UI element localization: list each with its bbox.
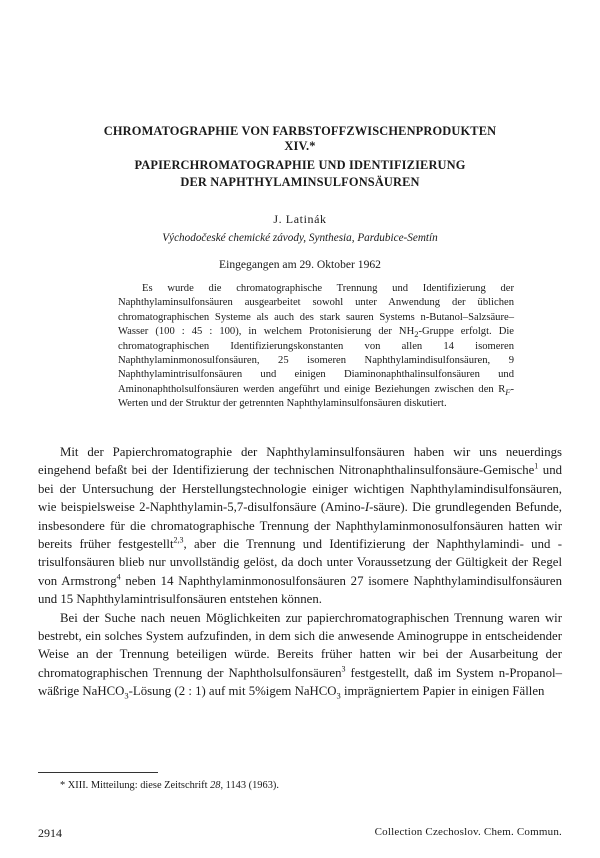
footnote-divider	[38, 772, 158, 773]
paper-title-line1: PAPIERCHROMATOGRAPHIE UND IDENTIFIZIERUNG	[134, 158, 466, 172]
reference-marker: 2,3	[173, 535, 184, 545]
journal-name: Collection Czechoslov. Chem. Commun.	[374, 826, 562, 838]
footnote: * XIII. Mitteilung: diese Zeitschrift 28, 1143 (1963).	[60, 780, 279, 791]
series-number: XIV.*	[284, 139, 316, 153]
reference-marker: 1	[534, 462, 539, 472]
paper-title-line2: DER NAPHTHYLAMINSULFONSÄUREN	[180, 175, 420, 189]
abstract-paragraph: Es wurde die chromatographische Trennung und Identifizierung der Naphthylaminsulfonsäuren ausgearbeitet sowohl unter Anwendung der üblichen chromatographischen Systeme als auch des stark sauren Systems n-Butanol–Salzsäure–Wasser (100 : 45 : 100), in welchem Protonisierung der $NH_2$-Gruppe erfolgt. Die chromatographischen Identifizierungskonstanten von allen 14 isomeren Naphthylaminmonosulfonsäuren, 25 isomeren Naphthylamindisulfonsäuren, 9 Naphthylamintrisulfonsäuren und einigen Diaminonaphthalinsulfonsäuren und Aminonaphtholsulfonsäuren werden angeführt und einige Beziehungen zwischen den $R_F$-Werten und der Struktur der getrennten Naphthylaminsulfonsäuren diskutiert.	[118, 283, 514, 410]
page-number: 2914	[38, 826, 62, 840]
received-date: Eingegangen am 29. Oktober 1962	[219, 258, 381, 271]
body-paragraph-1: Mit der Papierchromatographie der Naphthylaminsulfonsäuren haben wir uns neuerdings eingehend befaßt bei der Identifizierung der technischen Nitronaphthalinsulfonsäure-Gemische$^1$ und bei der Untersuchung der Herstellungstechnologie einiger wichtigen Naphthylamindisulfonsäuren, wie beispielsweise 2-Naphthylamin-5,7-disulfonsäure (Amino-I-säure). Die grundlegenden Befunde, insbesondere für die chromatographische Trennung der Naphthylaminmonosulfonsäuren hatten wir bereits früher festgestellt$^{2,3}$, aber die Trennung und Identifizierung der Naphthylamindi- und -trisulfonsäuren blieb nur unvollständig gelöst, da doch unter Voraussetzung der Gültigkeit der Regel von Armstrong$^4$ neben 14 Naphthylaminmonosulfonsäuren 27 isomere Naphthylamindisulfonsäuren und 15 Naphthylamintrisulfonsäuren entstehen können.	[38, 445, 562, 607]
reference-marker: 3	[341, 664, 346, 674]
reference-marker: 4	[116, 572, 121, 582]
series-title: CHROMATOGRAPHIE VON FARBSTOFFZWISCHENPRODUKTEN	[103, 124, 497, 138]
affiliation: Východočeské chemické závody, Synthesia, Pardubice-Semtín	[162, 232, 438, 244]
author: J. Latinák	[273, 212, 327, 226]
body-text	[38, 443, 562, 701]
abstract	[118, 282, 514, 412]
body-paragraph-2: Bei der Suche nach neuen Möglichkeiten zur papierchromatographischen Trennung waren wir bestrebt, ein solches System aufzufinden, in dem sich die anwesende Aminogruppe in entscheidender Weise an der Trennung beteiligen würde. Bereits früher hatten wir bei der Ausarbeitung der chromatographischen Trennung der Naphtholsulfonsäuren$^3$ festgestellt, daß im System n-Propanol–wäßrige NaHCO$_3$-Lösung (2 : 1) auf mit 5%igem NaHCO$_3$ imprägniertem Papier in einigen Fällen	[38, 610, 562, 701]
